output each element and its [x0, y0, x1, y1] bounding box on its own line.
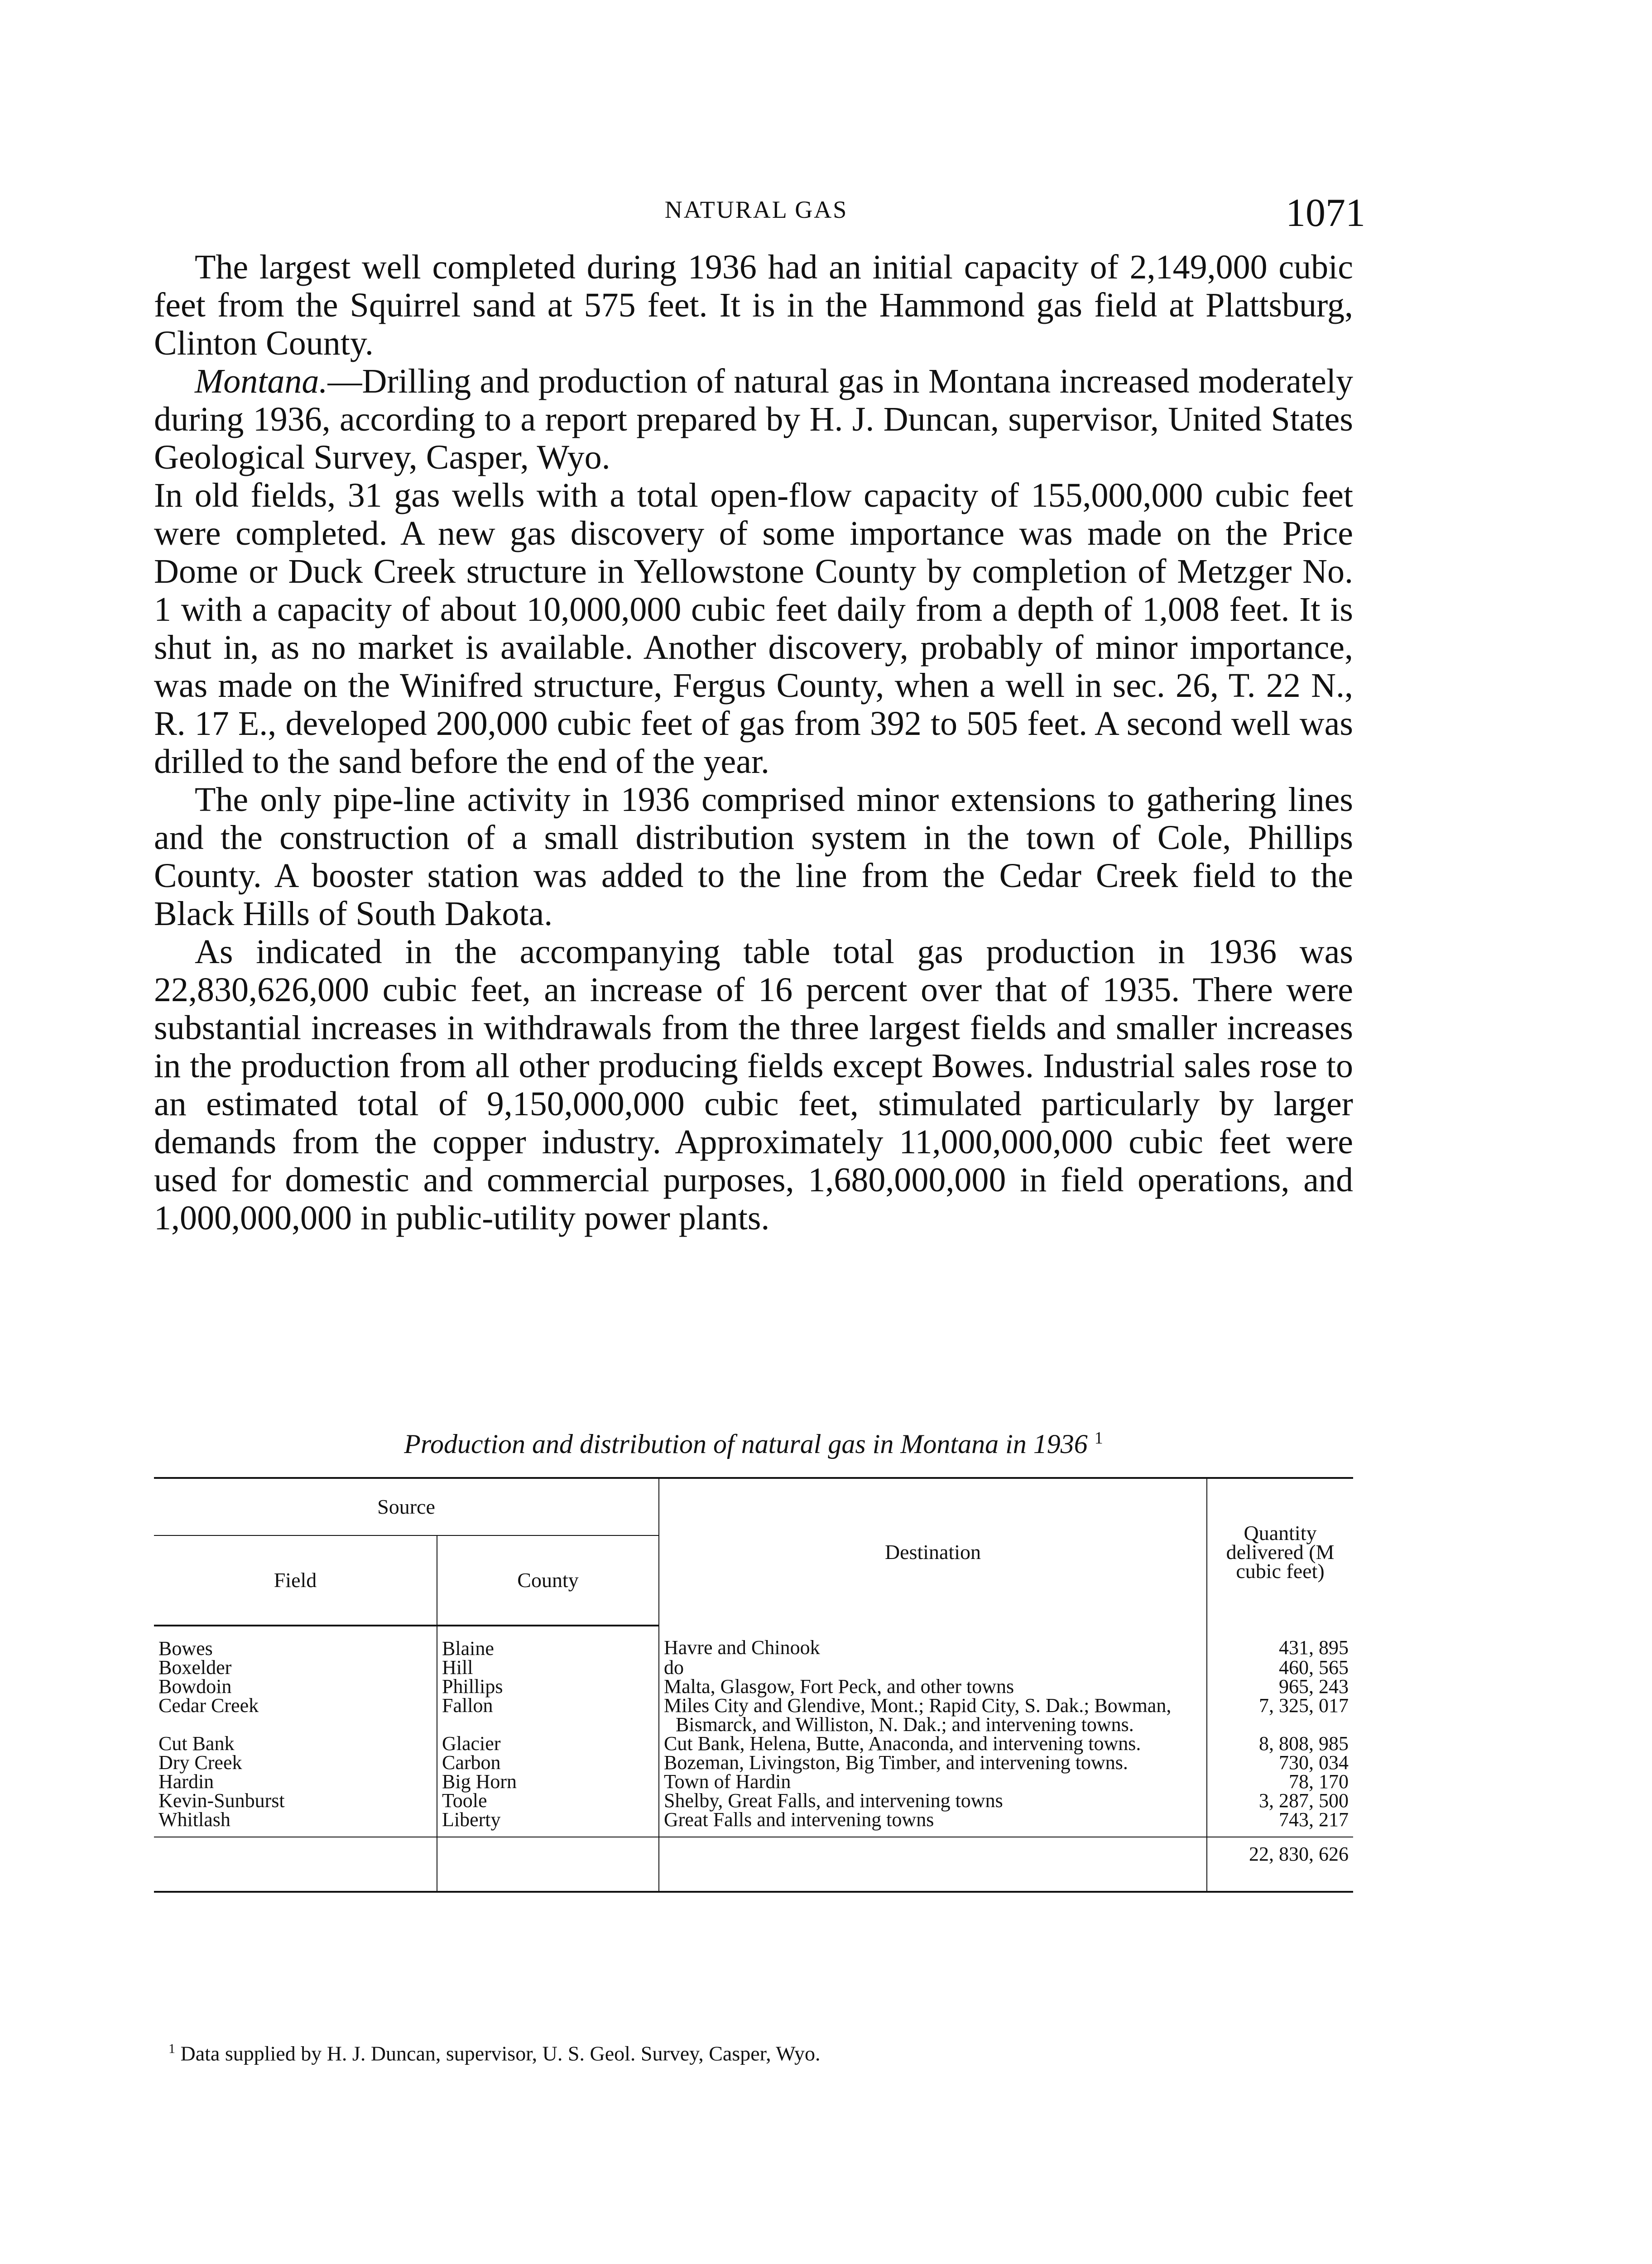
- table-row: [154, 1810, 1353, 1837]
- footnote-text: Data supplied by H. J. Duncan, supervisor, U. S. Geol. Survey, Casper, Wyo.: [180, 2042, 821, 2065]
- cell-county: Blaine: [437, 1626, 659, 1658]
- montana-intro-text: Drilling and production of natural gas in Montana increased moderately during 1936, according to a report prepared by H. J. Duncan, supervisor, United States Geological Survey, Casper, Wyo.: [154, 362, 1353, 476]
- paragraph-old-fields: In old fields, 31 gas wells with a total open-flow capacity of 155,000,000 cubic feet were completed. A new gas discovery of some importance was made on the Price Dome or Duck Creek structure in Yellowstone County by completion of Metzger No. 1 with a capacity of about 10,000,000 cubic feet daily from a depth of 1,008 feet. It is shut in, as no market is available. Another discovery, probably of minor importance, was made on the Winifred structure, Fergus County, when a well in sec. 26, T. 22 N., R. 17 E., developed 200,000 cubic feet of gas from 392 to 505 feet. A second well was drilled to the sand before the end of the year.: [154, 476, 1353, 781]
- montana-heading: Montana.: [195, 362, 328, 400]
- cell-field: Bowdoin: [154, 1677, 437, 1696]
- cell-field: Kevin-Sunburst: [154, 1791, 437, 1810]
- cell-quantity: 431, 895: [1279, 1636, 1349, 1659]
- body-text-top: [154, 248, 1353, 1237]
- table-caption-text: Production and distribution of natural gas in Montana in 1936: [404, 1429, 1088, 1459]
- table-footnote: [168, 2041, 820, 2065]
- cell-quantity: 8, 808, 985: [1259, 1732, 1349, 1755]
- paragraph-pipe-line: The only pipe-line activity in 1936 comprised minor extensions to gathering lines and the construction of a small distribution system in the town of Cole, Phillips County. A booster station was added to the line from the Cedar Creek field to the Black Hills of South Dakota.: [154, 781, 1353, 933]
- cell-destination: Malta, Glasgow, Fort Peck, and other towns: [659, 1677, 1207, 1696]
- cell-quantity: 7, 325, 017: [1259, 1694, 1349, 1717]
- footnote-marker: 1: [168, 2041, 175, 2056]
- cell-field: Cedar Creek: [154, 1696, 437, 1734]
- header-quantity: Quantity delivered (M cubic feet): [1207, 1478, 1353, 1626]
- table-row: [154, 1772, 1353, 1791]
- cell-field: Dry Creek: [154, 1753, 437, 1772]
- cell-destination: Havre and Chinook: [659, 1626, 1207, 1658]
- cell-destination: do: [659, 1658, 1207, 1677]
- cell-quantity: 3, 287, 500: [1259, 1789, 1349, 1812]
- cell-quantity: 460, 565: [1279, 1656, 1349, 1679]
- cell-quantity: 78, 170: [1289, 1770, 1349, 1793]
- cell-quantity: 743, 217: [1279, 1808, 1349, 1831]
- cell-destination: Cut Bank, Helena, Butte, Anaconda, and intervening towns.: [659, 1734, 1207, 1753]
- cell-total-quantity: 22, 830, 626: [1207, 1837, 1353, 1892]
- running-head: [147, 190, 1365, 240]
- table-row: [154, 1734, 1353, 1753]
- cell-field: Whitlash: [154, 1810, 437, 1837]
- cell-field: Cut Bank: [154, 1734, 437, 1753]
- production-distribution-table: [154, 1477, 1353, 1893]
- header-field: Field: [154, 1535, 437, 1626]
- cell-county: Big Horn: [437, 1772, 659, 1791]
- table-row: [154, 1658, 1353, 1677]
- cell-destination: Great Falls and intervening towns: [659, 1810, 1207, 1837]
- cell-county: Liberty: [437, 1810, 659, 1837]
- cell-field: Bowes: [154, 1626, 437, 1658]
- table-row: [154, 1791, 1353, 1810]
- paragraph-montana-intro: Montana.—Drilling and production of natural gas in Montana increased moderately during 1936, according to a report prepared by H. J. Duncan, supervisor, United States Geological Survey, Casper, Wyo.: [154, 362, 1353, 476]
- cell-county: Hill: [437, 1658, 659, 1677]
- running-title: NATURAL GAS: [664, 196, 848, 223]
- header-destination: Destination: [659, 1478, 1207, 1626]
- paragraph-largest-well: The largest well completed during 1936 had an initial capacity of 2,149,000 cubic feet from the Squirrel sand at 575 feet. It is in the Hammond gas field at Plattsburg, Clinton County.: [154, 248, 1353, 362]
- paragraph-production: As indicated in the accompanying table total gas production in 1936 was 22,830,626,000 cubic feet, an increase of 16 percent over that of 1935. There were substantial increases in withdrawals from the three largest fields and smaller increases in the production from all other producing fields except Bowes. Industrial sales rose to an estimated total of 9,150,000,000 cubic feet, stimulated particularly by larger demands from the copper industry. Approximately 11,000,000,000 cubic feet were used for domestic and commercial purposes, 1,680,000,000 in field operations, and 1,000,000,000 in public-utility power plants.: [154, 933, 1353, 1237]
- cell-field: Boxelder: [154, 1658, 437, 1677]
- cell-quantity: 965, 243: [1279, 1675, 1349, 1698]
- cell-county: Fallon: [437, 1696, 659, 1734]
- cell-destination: Shelby, Great Falls, and intervening towns: [659, 1791, 1207, 1810]
- cell-field: Hardin: [154, 1772, 437, 1791]
- table-row: [154, 1753, 1353, 1772]
- cell-destination: Town of Hardin: [659, 1772, 1207, 1791]
- table-caption-note-marker: 1: [1094, 1429, 1103, 1448]
- cell-destination: Bozeman, Livingston, Big Timber, and intervening towns.: [659, 1753, 1207, 1772]
- cell-destination: Miles City and Glendive, Mont.; Rapid City, S. Dak.; Bowman, Bismarck, and Williston, N. Dak.; and intervening towns.: [659, 1696, 1207, 1734]
- table-caption: [154, 1428, 1353, 1460]
- header-source: Source: [154, 1478, 659, 1535]
- table-row: [154, 1677, 1353, 1696]
- table-row: [154, 1696, 1353, 1734]
- table-total-row: [154, 1837, 1353, 1892]
- cell-county: Toole: [437, 1791, 659, 1810]
- header-county: County: [437, 1535, 659, 1626]
- table-row: [154, 1626, 1353, 1658]
- cell-county: Carbon: [437, 1753, 659, 1772]
- page-number: 1071: [1286, 191, 1365, 235]
- cell-quantity: 730, 034: [1279, 1751, 1349, 1774]
- cell-county: Glacier: [437, 1734, 659, 1753]
- cell-county: Phillips: [437, 1677, 659, 1696]
